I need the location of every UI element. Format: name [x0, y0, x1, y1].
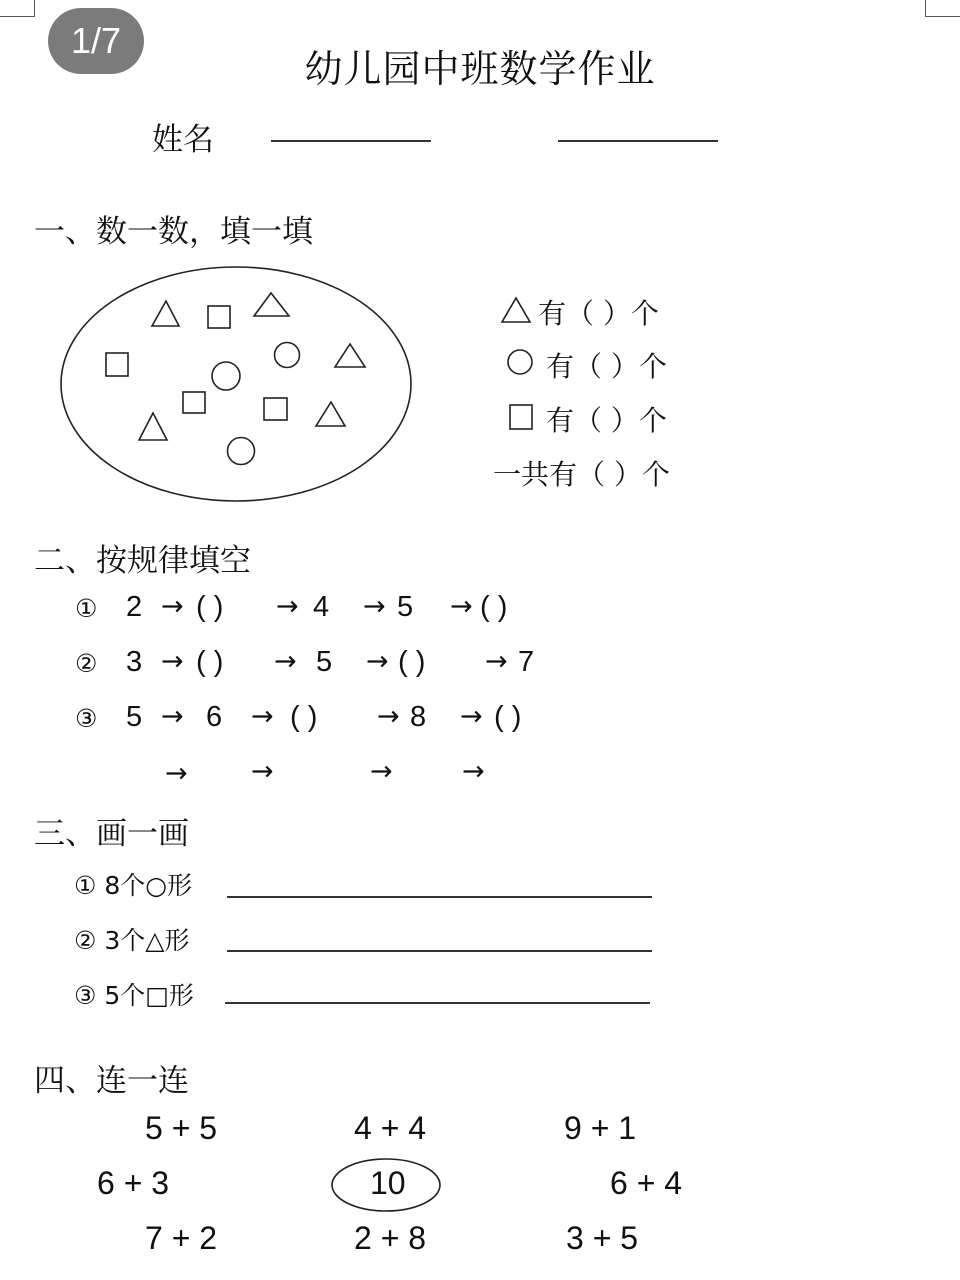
- expression[interactable]: 4 + 4: [354, 1110, 427, 1146]
- arrow-icon: →: [274, 646, 297, 677]
- circle-shape: [275, 343, 300, 368]
- section-3-heading: 三、画一画: [34, 816, 189, 852]
- square-shape: [183, 392, 205, 413]
- arrow-icon: →: [366, 646, 389, 677]
- arrow-icon: →: [276, 591, 299, 622]
- section-4-heading: 四、连一连: [34, 1063, 189, 1099]
- row-marker: ①: [75, 594, 98, 623]
- sequence-item[interactable]: ( ): [196, 591, 224, 623]
- triangle-shape: [254, 293, 289, 316]
- square-shape: [208, 306, 230, 328]
- row-marker: ②: [75, 649, 98, 678]
- arrow-icon: →: [462, 756, 485, 787]
- sequence-start: 5: [126, 701, 143, 733]
- sequence-item: 6: [206, 701, 223, 733]
- sequence-start: 3: [126, 646, 143, 678]
- expression[interactable]: 6 + 4: [610, 1165, 683, 1201]
- name-label: 姓名: [152, 122, 214, 158]
- page-indicator-badge: 1/7: [48, 8, 144, 74]
- count-circle-text[interactable]: 有（ ）个: [546, 350, 667, 383]
- draw-task-label: ③ 5个□形: [74, 981, 194, 1010]
- draw-answer-line[interactable]: [225, 1002, 650, 1004]
- expression[interactable]: 3 + 5: [566, 1220, 639, 1256]
- sequence-item: 4: [313, 591, 330, 623]
- expression[interactable]: 2 + 8: [354, 1220, 427, 1256]
- triangle-shape: [316, 402, 345, 426]
- arrow-icon: →: [377, 701, 400, 732]
- row-marker: ③: [75, 704, 98, 733]
- worksheet-title: 幼儿园中班数学作业: [304, 47, 656, 91]
- square-icon: [508, 403, 534, 431]
- section-2-heading: 二、按规律填空: [34, 543, 251, 579]
- count-total-text[interactable]: 一共有（ ）个: [493, 458, 670, 491]
- arrow-icon: →: [363, 591, 386, 622]
- arrow-icon: →: [165, 758, 188, 789]
- arrow-icon: →: [251, 701, 274, 732]
- expression[interactable]: 5 + 5: [145, 1110, 218, 1146]
- sequence-item[interactable]: ( ): [290, 701, 318, 733]
- arrow-icon: →: [251, 756, 274, 787]
- sequence-item[interactable]: ( ): [398, 646, 426, 678]
- sequence-item: 5: [316, 646, 333, 678]
- triangle-shape: [139, 413, 167, 440]
- name-blank-line[interactable]: [271, 140, 431, 142]
- sequence-start: 2: [126, 591, 143, 623]
- page-corner-mark-left: [0, 0, 35, 17]
- arrow-icon: →: [161, 591, 184, 622]
- sequence-item[interactable]: ( ): [494, 701, 522, 733]
- arrow-icon: →: [485, 646, 508, 677]
- square-shape: [106, 353, 128, 376]
- expression[interactable]: 6 + 3: [97, 1165, 170, 1201]
- arrow-icon: →: [450, 591, 473, 622]
- sequence-item[interactable]: ( ): [480, 591, 508, 623]
- triangle-shape: [335, 344, 365, 367]
- page-corner-mark-right: [925, 0, 960, 17]
- center-answer-value: 10: [370, 1165, 406, 1201]
- triangle-shape: [152, 301, 179, 326]
- circle-shape: [212, 362, 240, 390]
- sequence-item: 5: [397, 591, 414, 623]
- sequence-item: 8: [410, 701, 427, 733]
- shape-count-oval: [55, 262, 417, 508]
- triangle-icon: [500, 295, 532, 325]
- circle-shape: [228, 438, 255, 465]
- oval-boundary: [61, 267, 411, 501]
- second-blank-line[interactable]: [558, 140, 718, 142]
- arrow-icon: →: [161, 701, 184, 732]
- circle-icon: [506, 348, 534, 376]
- expression[interactable]: 7 + 2: [145, 1220, 218, 1256]
- sequence-item: 7: [518, 646, 535, 678]
- count-square-text[interactable]: 有（ ）个: [546, 404, 667, 437]
- draw-task-label: ② 3个△形: [74, 926, 190, 955]
- sequence-item[interactable]: ( ): [196, 646, 224, 678]
- expression[interactable]: 9 + 1: [564, 1110, 637, 1146]
- arrow-icon: →: [460, 701, 483, 732]
- arrow-icon: →: [370, 756, 393, 787]
- draw-answer-line[interactable]: [227, 950, 652, 952]
- draw-task-label: ① 8个○形: [74, 871, 193, 900]
- section-1-heading: 一、数一数，填一填: [34, 214, 313, 250]
- arrow-icon: →: [161, 646, 184, 677]
- square-shape: [264, 398, 287, 420]
- draw-answer-line[interactable]: [227, 896, 652, 898]
- count-triangle-text[interactable]: 有（ ）个: [538, 297, 659, 330]
